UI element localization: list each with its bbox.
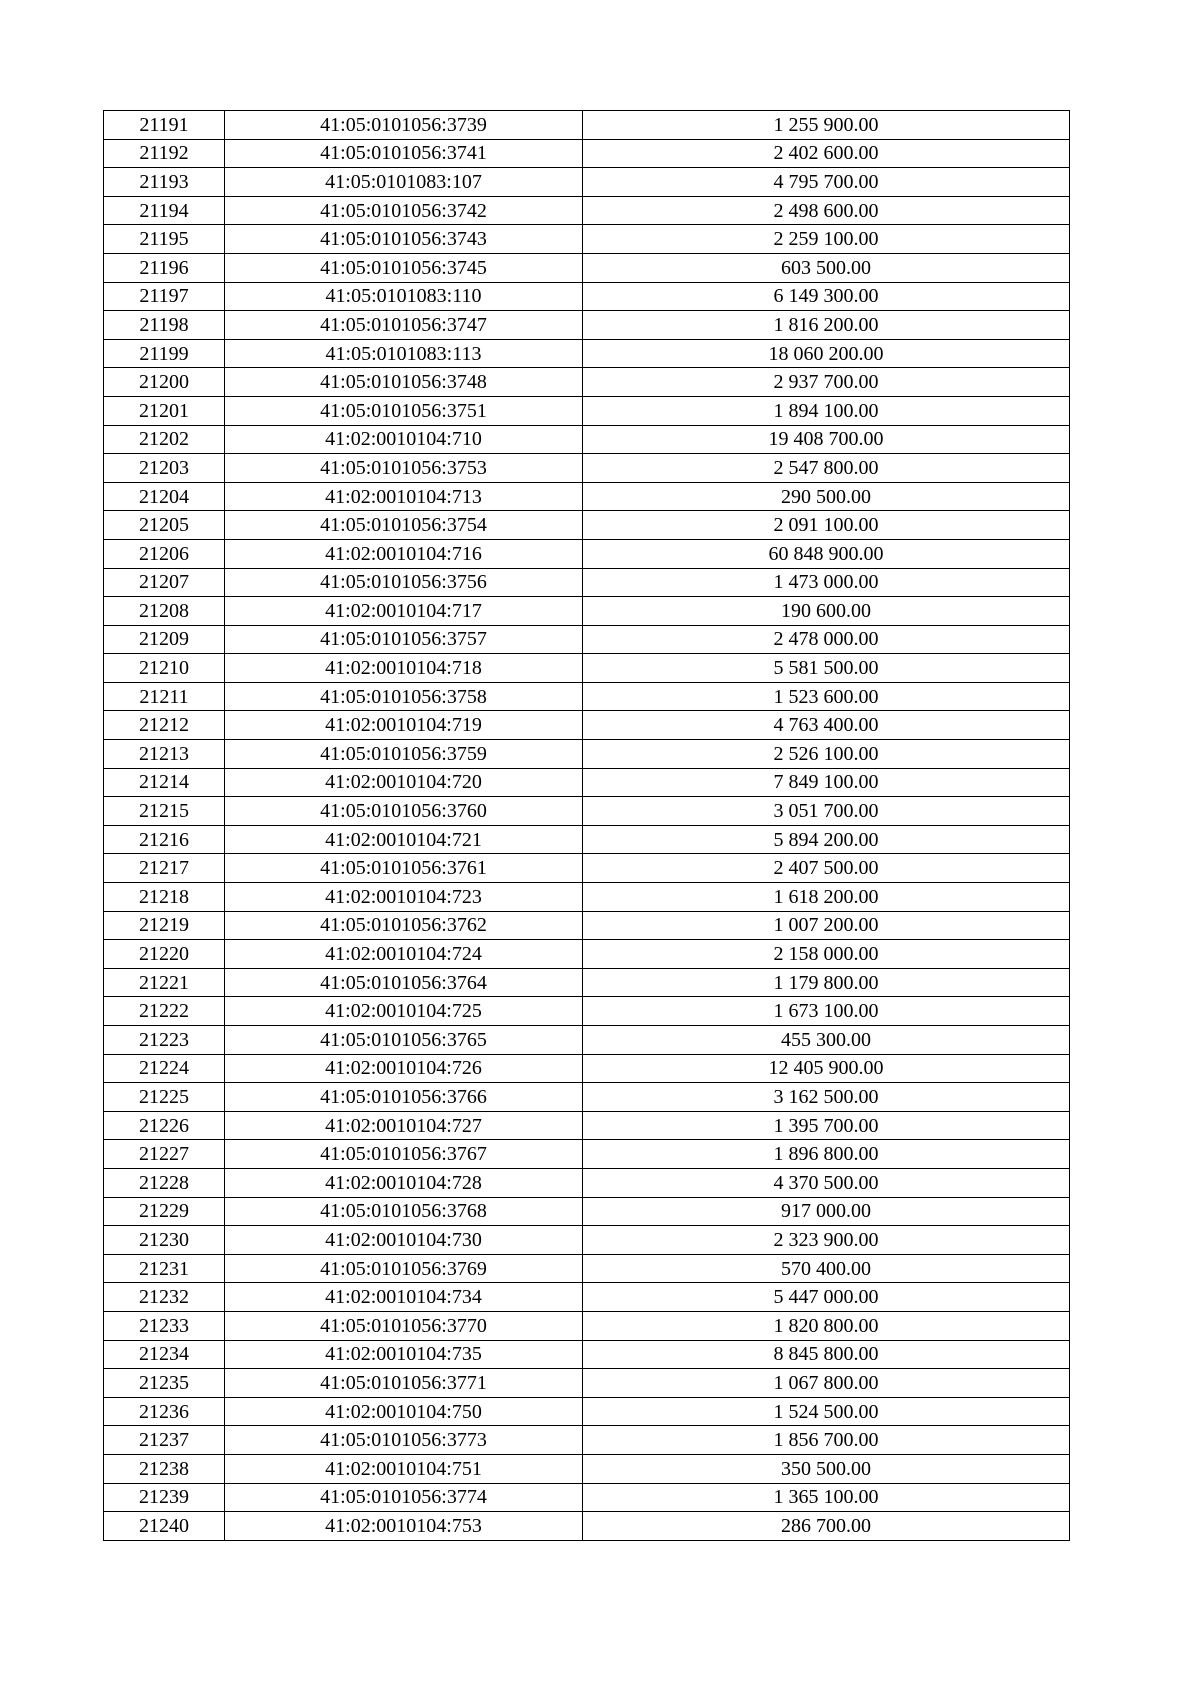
cadastral-value-cell: 2 547 800.00 — [583, 454, 1070, 483]
table-row — [104, 253, 1070, 282]
cadastral-value-cell: 350 500.00 — [583, 1454, 1070, 1483]
row-number-cell: 21195 — [104, 225, 225, 254]
table-row — [104, 940, 1070, 969]
cadastral-number-cell: 41:05:0101056:3753 — [225, 454, 583, 483]
cadastral-number-cell: 41:05:0101056:3760 — [225, 797, 583, 826]
table-row — [104, 225, 1070, 254]
row-number-cell: 21237 — [104, 1426, 225, 1455]
cadastral-value-cell: 290 500.00 — [583, 482, 1070, 511]
cadastral-number-cell: 41:05:0101056:3762 — [225, 911, 583, 940]
row-number-cell: 21201 — [104, 396, 225, 425]
cadastral-number-cell: 41:02:0010104:716 — [225, 539, 583, 568]
table-row — [104, 1454, 1070, 1483]
row-number-cell: 21226 — [104, 1111, 225, 1140]
table-row — [104, 1226, 1070, 1255]
cadastral-value-cell: 2 091 100.00 — [583, 511, 1070, 540]
table-row — [104, 482, 1070, 511]
row-number-cell: 21221 — [104, 968, 225, 997]
cadastral-value-cell: 286 700.00 — [583, 1512, 1070, 1541]
row-number-cell: 21198 — [104, 311, 225, 340]
cadastral-number-cell: 41:02:0010104:720 — [225, 768, 583, 797]
row-number-cell: 21214 — [104, 768, 225, 797]
table-body — [104, 111, 1070, 1541]
table-row — [104, 568, 1070, 597]
table-row — [104, 511, 1070, 540]
cadastral-value-cell: 1 618 200.00 — [583, 883, 1070, 912]
cadastral-number-cell: 41:05:0101056:3751 — [225, 396, 583, 425]
table-row — [104, 854, 1070, 883]
cadastral-number-cell: 41:02:0010104:727 — [225, 1111, 583, 1140]
table-row — [104, 368, 1070, 397]
table-row — [104, 1083, 1070, 1112]
row-number-cell: 21228 — [104, 1168, 225, 1197]
row-number-cell: 21222 — [104, 997, 225, 1026]
cadastral-value-table — [103, 110, 1070, 1541]
table-row — [104, 111, 1070, 140]
cadastral-value-cell: 4 370 500.00 — [583, 1168, 1070, 1197]
table-row — [104, 339, 1070, 368]
row-number-cell: 21217 — [104, 854, 225, 883]
cadastral-number-cell: 41:05:0101056:3758 — [225, 682, 583, 711]
cadastral-number-cell: 41:05:0101056:3770 — [225, 1311, 583, 1340]
cadastral-number-cell: 41:02:0010104:726 — [225, 1054, 583, 1083]
row-number-cell: 21197 — [104, 282, 225, 311]
cadastral-number-cell: 41:05:0101056:3754 — [225, 511, 583, 540]
table-row — [104, 311, 1070, 340]
cadastral-number-cell: 41:02:0010104:721 — [225, 825, 583, 854]
cadastral-value-cell: 5 581 500.00 — [583, 654, 1070, 683]
cadastral-number-cell: 41:02:0010104:718 — [225, 654, 583, 683]
table-row — [104, 1426, 1070, 1455]
cadastral-number-cell: 41:02:0010104:710 — [225, 425, 583, 454]
cadastral-number-cell: 41:05:0101056:3761 — [225, 854, 583, 883]
table-row — [104, 1340, 1070, 1369]
row-number-cell: 21193 — [104, 168, 225, 197]
cadastral-value-cell: 1 816 200.00 — [583, 311, 1070, 340]
row-number-cell: 21227 — [104, 1140, 225, 1169]
table-row — [104, 1054, 1070, 1083]
cadastral-value-cell: 1 007 200.00 — [583, 911, 1070, 940]
cadastral-value-cell: 60 848 900.00 — [583, 539, 1070, 568]
cadastral-number-cell: 41:02:0010104:725 — [225, 997, 583, 1026]
cadastral-number-cell: 41:05:0101056:3739 — [225, 111, 583, 140]
cadastral-number-cell: 41:05:0101056:3745 — [225, 253, 583, 282]
table-row — [104, 282, 1070, 311]
row-number-cell: 21207 — [104, 568, 225, 597]
row-number-cell: 21206 — [104, 539, 225, 568]
cadastral-number-cell: 41:05:0101083:107 — [225, 168, 583, 197]
cadastral-value-cell: 2 526 100.00 — [583, 740, 1070, 769]
table-row — [104, 740, 1070, 769]
table-row — [104, 597, 1070, 626]
cadastral-value-cell: 8 845 800.00 — [583, 1340, 1070, 1369]
row-number-cell: 21219 — [104, 911, 225, 940]
table-row — [104, 654, 1070, 683]
row-number-cell: 21191 — [104, 111, 225, 140]
cadastral-value-cell: 3 162 500.00 — [583, 1083, 1070, 1112]
cadastral-number-cell: 41:02:0010104:719 — [225, 711, 583, 740]
cadastral-value-cell: 1 067 800.00 — [583, 1369, 1070, 1398]
cadastral-number-cell: 41:02:0010104:713 — [225, 482, 583, 511]
cadastral-number-cell: 41:02:0010104:717 — [225, 597, 583, 626]
cadastral-value-cell: 1 473 000.00 — [583, 568, 1070, 597]
table-row — [104, 1311, 1070, 1340]
cadastral-number-cell: 41:05:0101056:3773 — [225, 1426, 583, 1455]
cadastral-number-cell: 41:05:0101056:3765 — [225, 1026, 583, 1055]
row-number-cell: 21204 — [104, 482, 225, 511]
table-row — [104, 997, 1070, 1026]
row-number-cell: 21218 — [104, 883, 225, 912]
table-row — [104, 1283, 1070, 1312]
cadastral-number-cell: 41:05:0101056:3742 — [225, 196, 583, 225]
row-number-cell: 21220 — [104, 940, 225, 969]
table-row — [104, 168, 1070, 197]
cadastral-value-cell: 1 894 100.00 — [583, 396, 1070, 425]
row-number-cell: 21211 — [104, 682, 225, 711]
row-number-cell: 21238 — [104, 1454, 225, 1483]
cadastral-value-cell: 7 849 100.00 — [583, 768, 1070, 797]
cadastral-value-cell: 2 937 700.00 — [583, 368, 1070, 397]
cadastral-number-cell: 41:05:0101056:3767 — [225, 1140, 583, 1169]
cadastral-value-cell: 1 524 500.00 — [583, 1397, 1070, 1426]
cadastral-number-cell: 41:05:0101056:3747 — [225, 311, 583, 340]
row-number-cell: 21236 — [104, 1397, 225, 1426]
table-row — [104, 1197, 1070, 1226]
table-row — [104, 711, 1070, 740]
cadastral-value-cell: 18 060 200.00 — [583, 339, 1070, 368]
cadastral-number-cell: 41:05:0101083:113 — [225, 339, 583, 368]
row-number-cell: 21212 — [104, 711, 225, 740]
cadastral-value-cell: 1 896 800.00 — [583, 1140, 1070, 1169]
row-number-cell: 21202 — [104, 425, 225, 454]
table-row — [104, 196, 1070, 225]
row-number-cell: 21240 — [104, 1512, 225, 1541]
cadastral-number-cell: 41:02:0010104:735 — [225, 1340, 583, 1369]
row-number-cell: 21200 — [104, 368, 225, 397]
row-number-cell: 21223 — [104, 1026, 225, 1055]
cadastral-number-cell: 41:02:0010104:751 — [225, 1454, 583, 1483]
row-number-cell: 21231 — [104, 1254, 225, 1283]
row-number-cell: 21224 — [104, 1054, 225, 1083]
table-row — [104, 454, 1070, 483]
cadastral-value-cell: 12 405 900.00 — [583, 1054, 1070, 1083]
row-number-cell: 21234 — [104, 1340, 225, 1369]
cadastral-number-cell: 41:02:0010104:750 — [225, 1397, 583, 1426]
cadastral-value-cell: 6 149 300.00 — [583, 282, 1070, 311]
row-number-cell: 21215 — [104, 797, 225, 826]
cadastral-number-cell: 41:02:0010104:753 — [225, 1512, 583, 1541]
table-row — [104, 1026, 1070, 1055]
cadastral-value-cell: 1 395 700.00 — [583, 1111, 1070, 1140]
table-row — [104, 1397, 1070, 1426]
cadastral-value-cell: 3 051 700.00 — [583, 797, 1070, 826]
cadastral-number-cell: 41:02:0010104:734 — [225, 1283, 583, 1312]
cadastral-value-cell: 4 763 400.00 — [583, 711, 1070, 740]
cadastral-number-cell: 41:05:0101056:3756 — [225, 568, 583, 597]
cadastral-number-cell: 41:05:0101056:3774 — [225, 1483, 583, 1512]
cadastral-number-cell: 41:05:0101056:3764 — [225, 968, 583, 997]
row-number-cell: 21235 — [104, 1369, 225, 1398]
cadastral-value-cell: 1 365 100.00 — [583, 1483, 1070, 1512]
cadastral-value-cell: 5 894 200.00 — [583, 825, 1070, 854]
cadastral-value-cell: 2 478 000.00 — [583, 625, 1070, 654]
table-row — [104, 625, 1070, 654]
table-row — [104, 396, 1070, 425]
cadastral-value-cell: 603 500.00 — [583, 253, 1070, 282]
cadastral-value-cell: 2 402 600.00 — [583, 139, 1070, 168]
cadastral-value-cell: 2 407 500.00 — [583, 854, 1070, 883]
cadastral-value-cell: 1 820 800.00 — [583, 1311, 1070, 1340]
table-row — [104, 139, 1070, 168]
row-number-cell: 21230 — [104, 1226, 225, 1255]
table-row — [104, 1483, 1070, 1512]
row-number-cell: 21225 — [104, 1083, 225, 1112]
cadastral-number-cell: 41:02:0010104:723 — [225, 883, 583, 912]
row-number-cell: 21239 — [104, 1483, 225, 1512]
cadastral-value-cell: 1 179 800.00 — [583, 968, 1070, 997]
table-row — [104, 768, 1070, 797]
cadastral-number-cell: 41:05:0101056:3741 — [225, 139, 583, 168]
cadastral-value-cell: 2 498 600.00 — [583, 196, 1070, 225]
cadastral-number-cell: 41:05:0101056:3748 — [225, 368, 583, 397]
cadastral-value-cell: 917 000.00 — [583, 1197, 1070, 1226]
row-number-cell: 21216 — [104, 825, 225, 854]
cadastral-value-cell: 1 856 700.00 — [583, 1426, 1070, 1455]
table-row — [104, 682, 1070, 711]
cadastral-number-cell: 41:02:0010104:724 — [225, 940, 583, 969]
row-number-cell: 21210 — [104, 654, 225, 683]
row-number-cell: 21208 — [104, 597, 225, 626]
row-number-cell: 21232 — [104, 1283, 225, 1312]
cadastral-value-cell: 1 673 100.00 — [583, 997, 1070, 1026]
row-number-cell: 21209 — [104, 625, 225, 654]
table-row — [104, 883, 1070, 912]
table-row — [104, 1254, 1070, 1283]
cadastral-number-cell: 41:05:0101056:3768 — [225, 1197, 583, 1226]
cadastral-value-cell: 4 795 700.00 — [583, 168, 1070, 197]
cadastral-value-cell: 1 255 900.00 — [583, 111, 1070, 140]
cadastral-value-cell: 2 323 900.00 — [583, 1226, 1070, 1255]
row-number-cell: 21196 — [104, 253, 225, 282]
table-row — [104, 968, 1070, 997]
table-row — [104, 425, 1070, 454]
cadastral-number-cell: 41:05:0101056:3757 — [225, 625, 583, 654]
cadastral-value-cell: 2 259 100.00 — [583, 225, 1070, 254]
row-number-cell: 21192 — [104, 139, 225, 168]
row-number-cell: 21205 — [104, 511, 225, 540]
cadastral-value-cell: 5 447 000.00 — [583, 1283, 1070, 1312]
cadastral-number-cell: 41:05:0101083:110 — [225, 282, 583, 311]
cadastral-number-cell: 41:02:0010104:730 — [225, 1226, 583, 1255]
cadastral-value-cell: 19 408 700.00 — [583, 425, 1070, 454]
row-number-cell: 21199 — [104, 339, 225, 368]
cadastral-value-cell: 1 523 600.00 — [583, 682, 1070, 711]
cadastral-number-cell: 41:05:0101056:3771 — [225, 1369, 583, 1398]
cadastral-number-cell: 41:05:0101056:3759 — [225, 740, 583, 769]
cadastral-value-cell: 2 158 000.00 — [583, 940, 1070, 969]
cadastral-number-cell: 41:05:0101056:3769 — [225, 1254, 583, 1283]
cadastral-value-cell: 190 600.00 — [583, 597, 1070, 626]
cadastral-number-cell: 41:05:0101056:3766 — [225, 1083, 583, 1112]
row-number-cell: 21213 — [104, 740, 225, 769]
table-row — [104, 1512, 1070, 1541]
row-number-cell: 21229 — [104, 1197, 225, 1226]
table-row — [104, 797, 1070, 826]
table-row — [104, 911, 1070, 940]
row-number-cell: 21233 — [104, 1311, 225, 1340]
cadastral-number-cell: 41:05:0101056:3743 — [225, 225, 583, 254]
table-row — [104, 1369, 1070, 1398]
cadastral-value-cell: 570 400.00 — [583, 1254, 1070, 1283]
row-number-cell: 21194 — [104, 196, 225, 225]
table-row — [104, 1140, 1070, 1169]
cadastral-value-cell: 455 300.00 — [583, 1026, 1070, 1055]
table-row — [104, 1111, 1070, 1140]
cadastral-number-cell: 41:02:0010104:728 — [225, 1168, 583, 1197]
table-row — [104, 1168, 1070, 1197]
row-number-cell: 21203 — [104, 454, 225, 483]
table-row — [104, 539, 1070, 568]
table-row — [104, 825, 1070, 854]
